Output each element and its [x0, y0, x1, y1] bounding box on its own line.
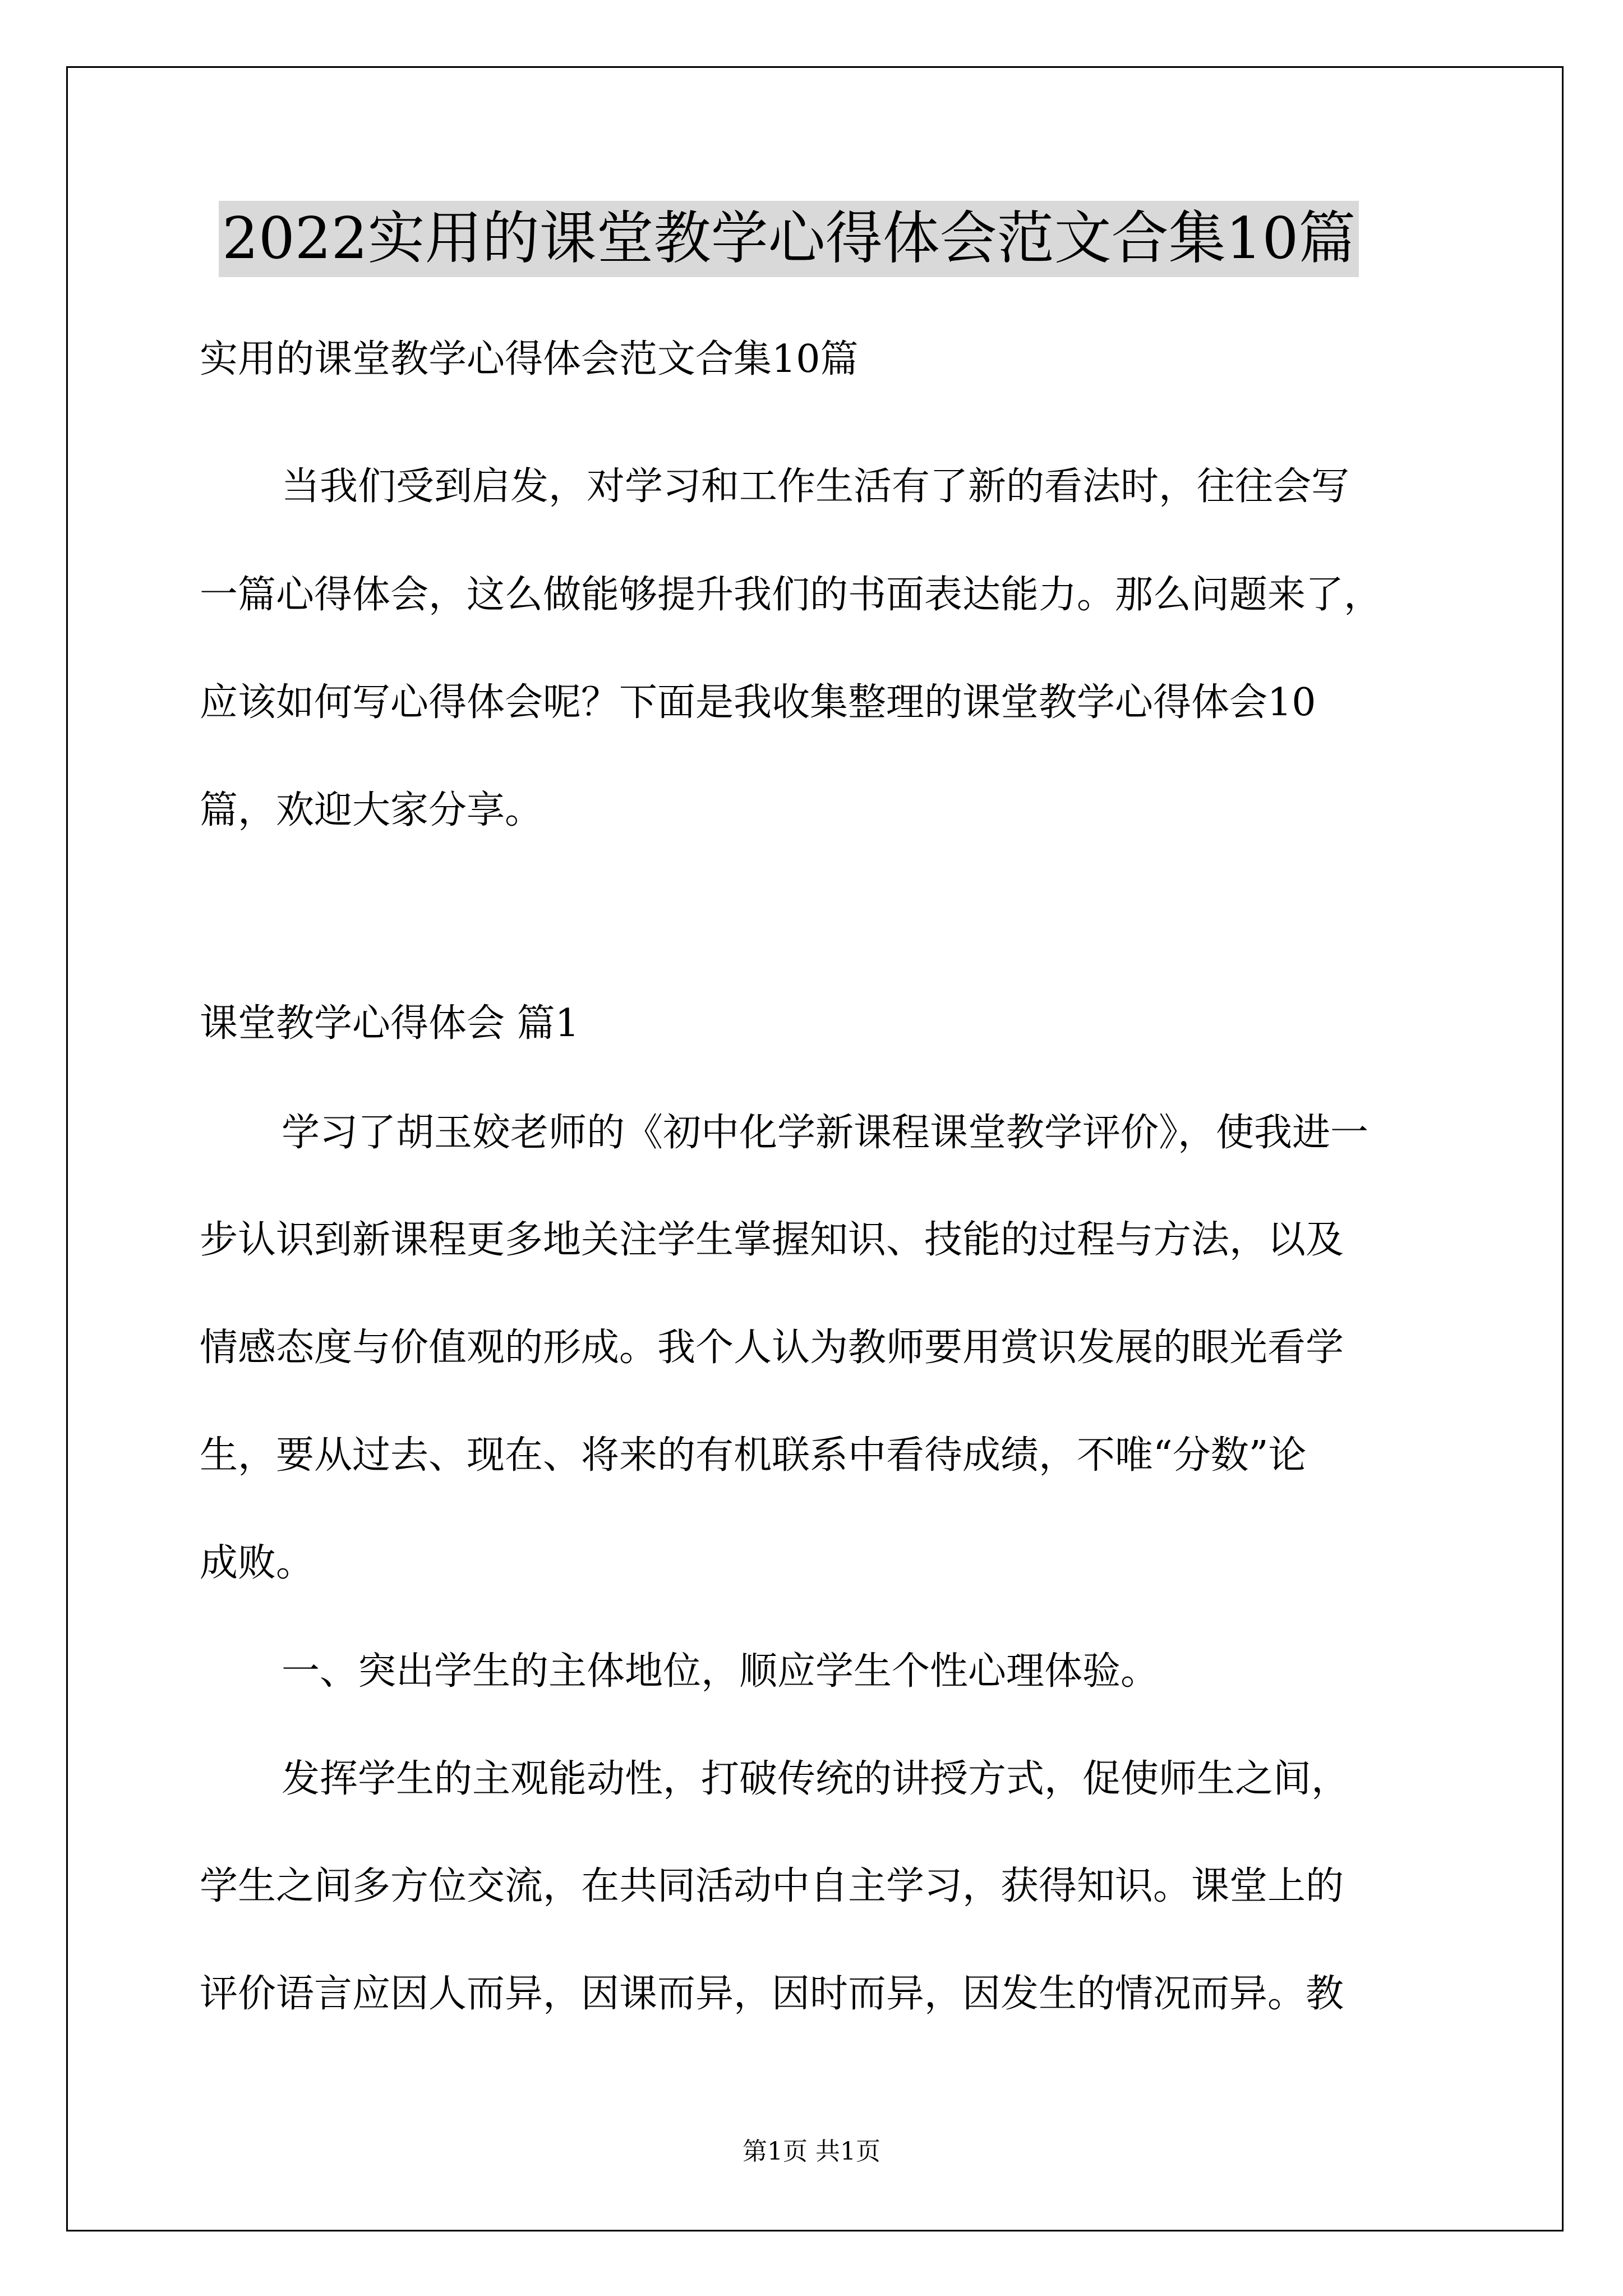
- intro-line-1: 当我们受到启发，对学习和工作生活有了新的看法时，往往会写: [282, 464, 1350, 509]
- body-line-2: 步认识到新课程更多地关注学生掌握知识、技能的过程与方法，以及: [200, 1218, 1344, 1262]
- page-footer: 第1页 共1页: [743, 2137, 880, 2166]
- body-line-7: 发挥学生的主观能动性，打破传统的讲授方式，促使师生之间，: [282, 1757, 1350, 1801]
- intro-line-4: 篇，欢迎大家分享。: [200, 788, 543, 832]
- body-line-8: 学生之间多方位交流，在共同活动中自主学习，获得知识。课堂上的: [200, 1864, 1344, 1908]
- intro-line-2: 一篇心得体会，这么做能够提升我们的书面表达能力。那么问题来了，: [200, 573, 1382, 617]
- document-subtitle: 实用的课堂教学心得体会范文合集10篇: [200, 337, 859, 381]
- body-line-4: 生，要从过去、现在、将来的有机联系中看待成绩，不唯“分数”论: [200, 1433, 1307, 1478]
- section-heading: 课堂教学心得体会 篇1: [200, 1001, 579, 1046]
- body-line-9: 评价语言应因人而异，因课而异，因时而异，因发生的情况而异。教: [200, 1972, 1344, 2016]
- document-title: 2022实用的课堂教学心得体会范文合集10篇: [219, 201, 1359, 277]
- body-line-5: 成败。: [200, 1541, 315, 1585]
- body-line-3: 情感态度与价值观的形成。我个人认为教师要用赏识发展的眼光看学: [200, 1326, 1344, 1370]
- body-line-1: 学习了胡玉姣老师的《初中化学新课程课堂教学评价》，使我进一: [282, 1111, 1369, 1155]
- body-line-6: 一、突出学生的主体地位，顺应学生个性心理体验。: [282, 1649, 1159, 1694]
- intro-line-3: 应该如何写心得体会呢？下面是我收集整理的课堂教学心得体会10: [200, 680, 1316, 725]
